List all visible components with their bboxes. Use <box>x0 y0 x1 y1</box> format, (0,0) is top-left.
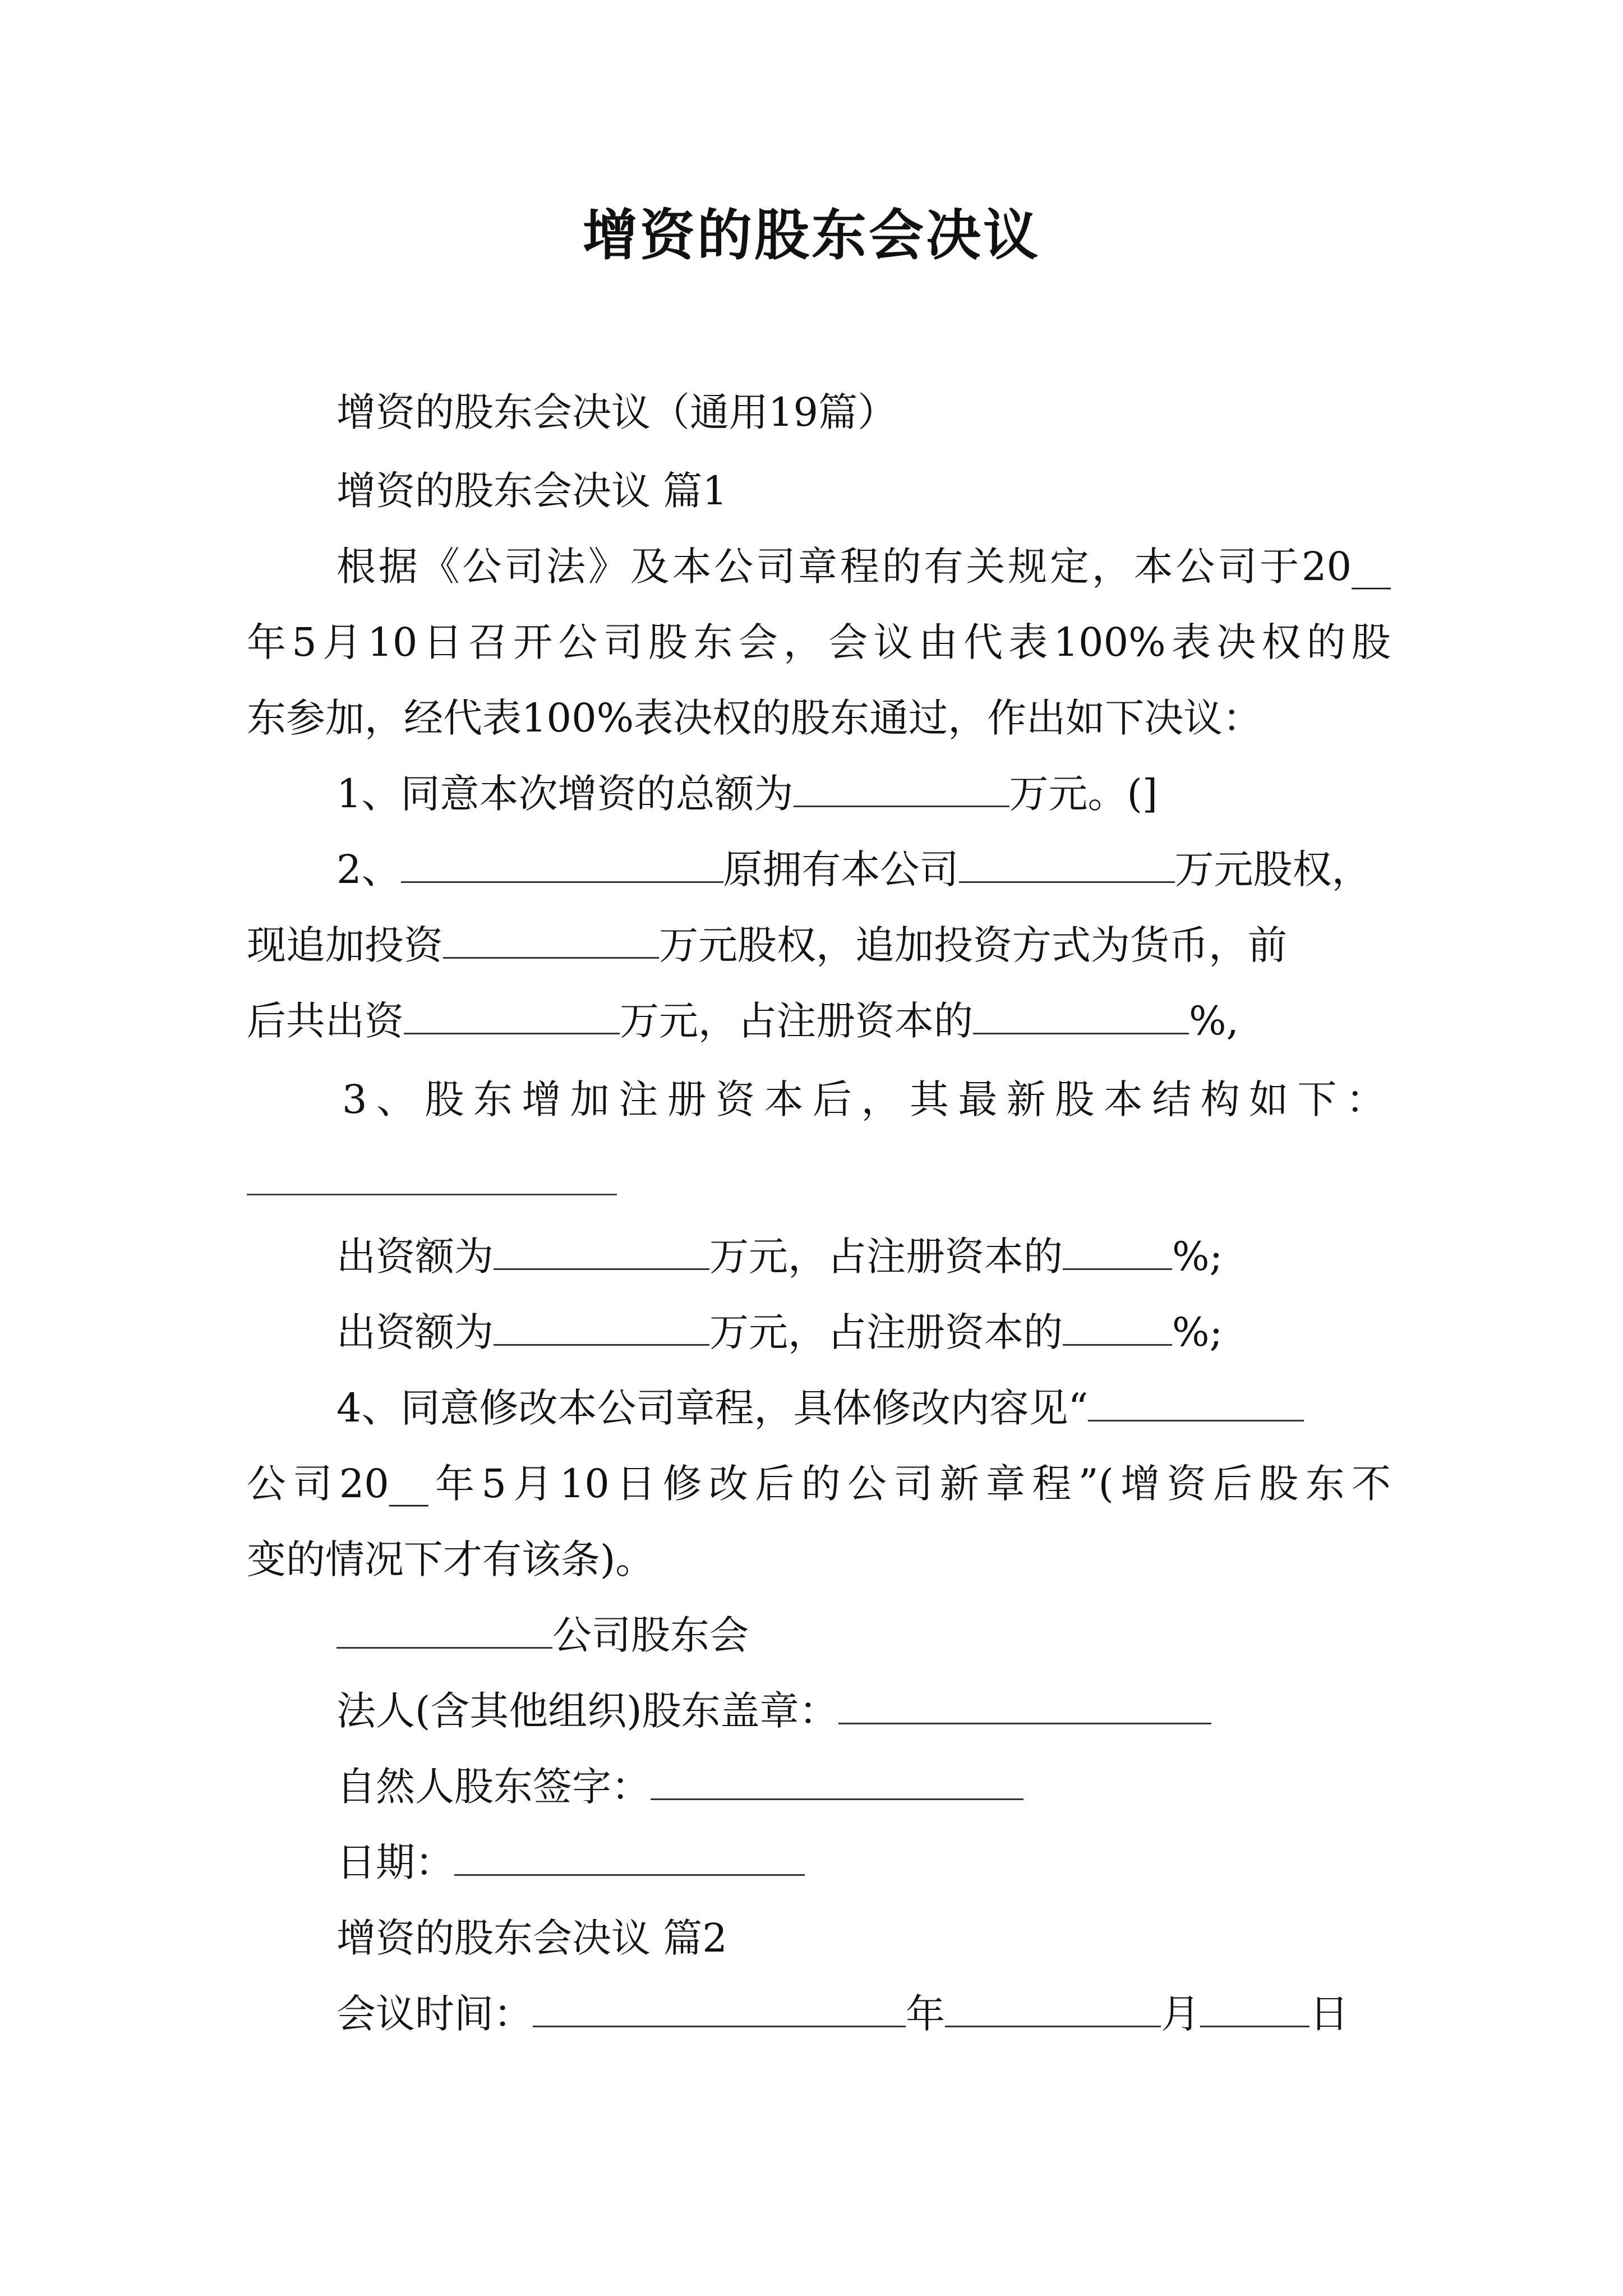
shareholder-name-blank[interactable] <box>401 846 723 883</box>
item-2-text-b: 原拥有本公司 <box>723 846 959 892</box>
board-label: 公司股东会 <box>552 1612 749 1658</box>
year-label: 年 <box>906 1991 945 2037</box>
item-2-l3-text-b: 万元，占注册资本的 <box>620 998 973 1044</box>
meeting-time-line <box>336 1986 1349 2042</box>
meeting-year-blank[interactable] <box>533 1991 906 2027</box>
natural-sign-label: 自然人股东签字： <box>336 1764 651 1810</box>
date-blank[interactable] <box>454 1839 805 1876</box>
day-label: 日 <box>1310 1991 1349 2037</box>
item-4-line-2: 公司20__年5月10日修改后的公司新章程”(增资后股东不 <box>247 1461 1391 1507</box>
natural-person-signature <box>336 1759 1023 1815</box>
total-contribution-blank[interactable] <box>404 998 620 1034</box>
section-heading-2: 增资的股东会决议 篇2 <box>336 1915 727 1961</box>
shareholders-meeting <box>336 1607 749 1663</box>
date-line <box>336 1834 805 1890</box>
meeting-time-label: 会议时间： <box>336 1991 533 2037</box>
original-equity-blank[interactable] <box>959 846 1175 883</box>
board-company-blank[interactable] <box>336 1612 552 1649</box>
intro-line-2: 年5月10日召开公司股东会，会议由代表100%表决权的股 <box>247 619 1391 665</box>
item-2-l2-text-b: 万元股权，追加投资方式为货币，前 <box>659 922 1287 968</box>
shareholder-structure-blank[interactable] <box>247 1194 617 1195</box>
item-2-line-1 <box>336 841 1371 898</box>
capital-line-2 <box>336 1304 1223 1360</box>
intro-line-3: 东参加，经代表100%表决权的股东通过，作出如下决议： <box>247 695 1262 741</box>
cap-2-text-c: %; <box>1172 1309 1223 1355</box>
item-4-text: 4、同意修改本公司章程，具体修改内容见“ <box>336 1385 1089 1431</box>
item-2-line-3 <box>247 993 1239 1049</box>
item-2-text-c: 万元股权， <box>1174 846 1371 892</box>
document-title: 增资的股东会决议 <box>582 203 1040 268</box>
intro-line-1: 根据《公司法》及本公司章程的有关规定，本公司于20__ <box>336 544 1391 590</box>
cap-1-amount-blank[interactable] <box>494 1234 709 1270</box>
subtitle: 增资的股东会决议（通用19篇） <box>336 389 897 435</box>
company-name-blank[interactable] <box>1088 1385 1304 1421</box>
capital-line-1 <box>336 1228 1223 1285</box>
cap-2-amount-blank[interactable] <box>494 1309 709 1346</box>
cap-1-percent-blank[interactable] <box>1063 1234 1172 1270</box>
item-3: 3、股东增加注册资本后，其最新股本结构如下： <box>342 1076 1385 1122</box>
month-label: 月 <box>1161 1991 1200 2037</box>
section-heading-1: 增资的股东会决议 篇1 <box>336 468 727 514</box>
item-4-line-3: 变的情况下才有该条)。 <box>247 1536 655 1582</box>
item-2-text-a: 2、 <box>336 846 401 892</box>
date-label: 日期： <box>336 1839 454 1885</box>
legal-seal-label: 法人(含其他组织)股东盖章： <box>336 1688 838 1734</box>
item-2-l2-text-a: 现追加投资 <box>247 922 443 968</box>
total-amount-blank[interactable] <box>794 771 1009 807</box>
share-percent-blank[interactable] <box>973 998 1189 1034</box>
cap-1-text-a: 出资额为 <box>336 1234 494 1280</box>
cap-2-percent-blank[interactable] <box>1063 1309 1172 1346</box>
item-2-l3-text-a: 后共出资 <box>247 998 404 1044</box>
item-1 <box>336 766 1158 822</box>
item-2-l3-text-c: %, <box>1189 998 1239 1044</box>
legal-person-seal <box>336 1683 1211 1739</box>
item-4-line-1 <box>336 1380 1304 1436</box>
cap-1-text-b: 万元，占注册资本的 <box>709 1234 1063 1280</box>
cap-2-text-a: 出资额为 <box>336 1309 494 1355</box>
item-2-line-2 <box>247 917 1287 973</box>
additional-investment-blank[interactable] <box>443 922 659 959</box>
meeting-month-blank[interactable] <box>945 1991 1161 2027</box>
item-1-text-b: 万元。(] <box>1009 771 1158 817</box>
legal-seal-blank[interactable] <box>838 1688 1211 1724</box>
cap-1-text-c: %; <box>1172 1234 1223 1280</box>
cap-2-text-b: 万元，占注册资本的 <box>709 1309 1063 1355</box>
natural-sign-blank[interactable] <box>651 1764 1023 1800</box>
meeting-day-blank[interactable] <box>1200 1991 1310 2027</box>
item-1-text-a: 1、同意本次增资的总额为 <box>336 771 794 817</box>
